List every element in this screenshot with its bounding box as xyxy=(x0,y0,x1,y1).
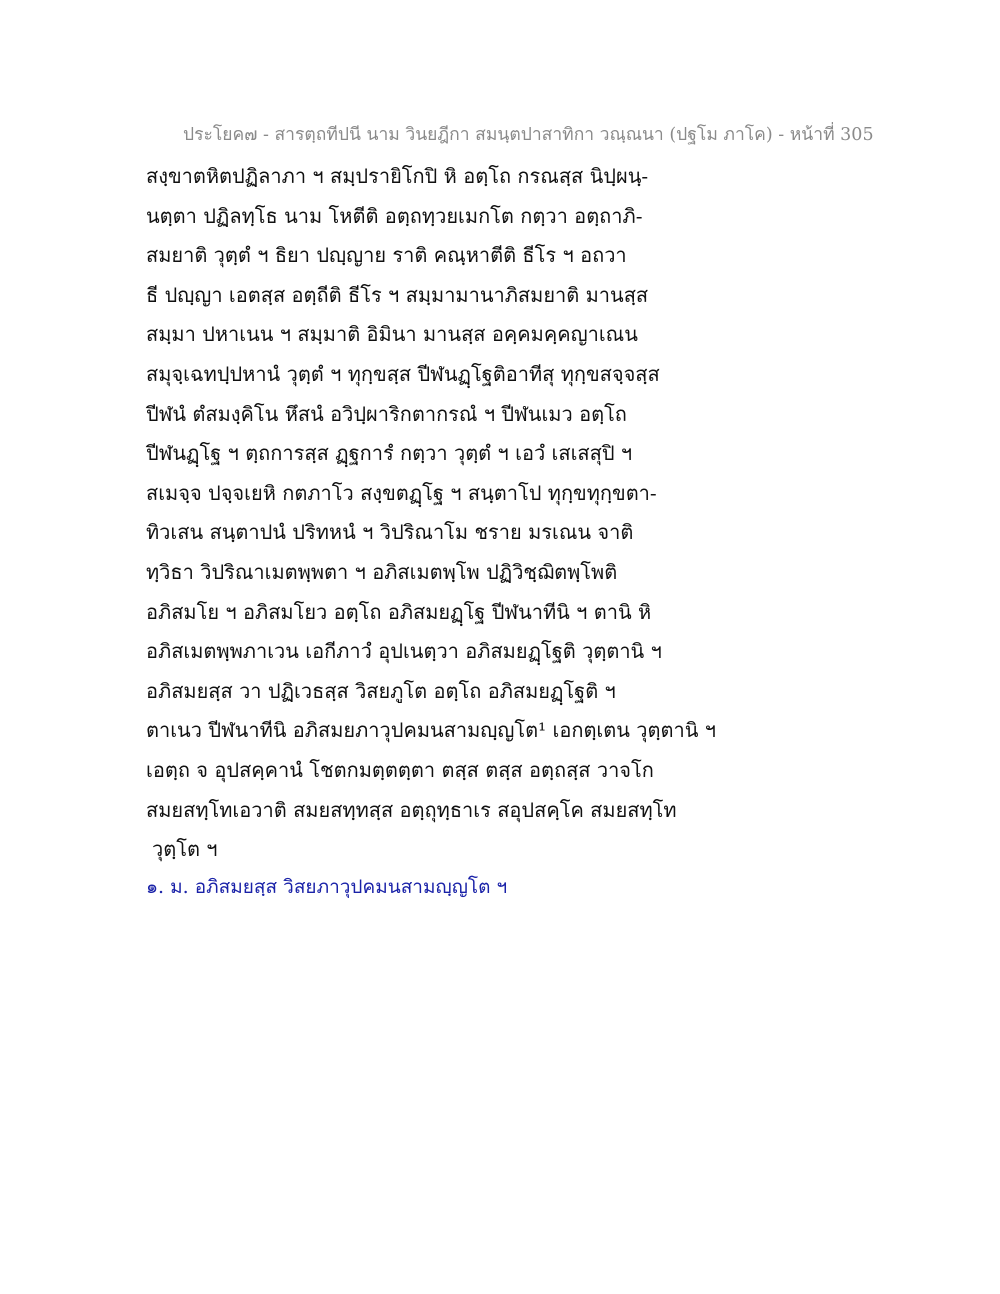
text-line: ทิวเสน สนฺตาปนํ ปริทหนํ ฯ วิปริณาโม ชราย มรเณน จาติ xyxy=(146,520,634,545)
text-line: ตาเนว ปีฬนาทีนิ อภิสมยภาวุปคมนสามญฺญโต¹ เอกตฺเตน วุตฺตานิ ฯ xyxy=(146,718,716,743)
text-line: สงฺขาตหิตปฏิลาภา ฯ สมฺปรายิโกปิ หิ อตฺโถ กรณสฺส นิปฺผนฺ- xyxy=(146,164,649,188)
text-line: สเมจฺจ ปจฺจเยหิ กตภาโว สงฺขตฏฺโฐ ฯ สนฺตาโป ทุกฺขทุกฺขตา- xyxy=(146,480,657,505)
text-line: นตฺตา ปฏิลทฺโธ นาม โหตีติ อตฺถทฺวยเมกโต กตฺวา อตฺถาภิ- xyxy=(146,203,643,228)
text-line: ทฺวิธา วิปริณาเมตพฺพตา ฯ อภิสเมตพฺโพ ปฏิวิชฺฌิตพฺโพติ xyxy=(146,559,618,584)
text-line: ธี ปญฺญา เอตสฺส อตฺถีติ ธีโร ฯ สมฺมามานาภิสมยาติ มานสฺส xyxy=(146,282,649,307)
text-line: วุตฺโต ฯ xyxy=(152,837,218,862)
text-line: อภิสมโย ฯ อภิสมโยว อตฺโถ อภิสมยฏฺโฐ ปีฬนาทีนิ ฯ ตานิ หิ xyxy=(146,599,652,624)
text-line: สมุจฺเฉทปฺปหานํ วุตฺตํ ฯ ทุกฺขสฺส ปีฬนฏฺโฐติอาทีสุ ทุกฺขสจฺจสฺส xyxy=(146,361,660,386)
text-line: สมยสทฺโทเอวาติ สมยสทฺทสฺส อตฺถุทฺธาเร สอุปสคฺโค สมยสทฺโท xyxy=(146,797,677,822)
text-line: สมฺมา ปหาเนน ฯ สมฺมาติ อิมินา มานสฺส อคฺคมคฺคญาเณน xyxy=(146,322,638,347)
text-line: อภิสมยสฺส วา ปฏิเวธสฺส วิสยภูโต อตฺโถ อภิสมยฏฺโฐติ ฯ xyxy=(146,678,616,703)
text-line: ปีฬนฏฺโฐ ฯ ตฺถการสฺส ฏฺฐการํ กตฺวา วุตฺตํ ฯ เอวํ เสเสสุปิ ฯ xyxy=(146,441,633,466)
page-header: ประโยค๗ - สารตฺถทีปนี นาม วินยฎีกา สมนฺตปาสาทิกา วณฺณนา (ปฐโม ภาโค) - หน้าที่ 305 xyxy=(183,125,874,145)
footnote: ๑. ม. อภิสมยสฺส วิสยภาวุปคมนสามญฺญโต ฯ xyxy=(146,876,508,898)
text-line: สมยาติ วุตฺตํ ฯ ธิยา ปญฺญาย ราติ คณฺหาตีติ ธีโร ฯ อถวา xyxy=(146,243,627,268)
text-line: ปีฬนํ ตํสมงฺคิโน หึสนํ อวิปฺผาริกตากรณํ ฯ ปีฬนเมว อตฺโถ xyxy=(146,401,627,426)
body-text xyxy=(146,157,986,870)
text-line: เอตฺถ จ อุปสคฺคานํ โชตกมตฺตตฺตา ตสฺส ตสฺส อตฺถสฺส วาจโก xyxy=(146,757,654,782)
text-line: อภิสเมตพฺพภาเวน เอกีภาวํ อุปเนตฺวา อภิสมยฏฺโฐติ วุตฺตานิ ฯ xyxy=(146,639,662,664)
